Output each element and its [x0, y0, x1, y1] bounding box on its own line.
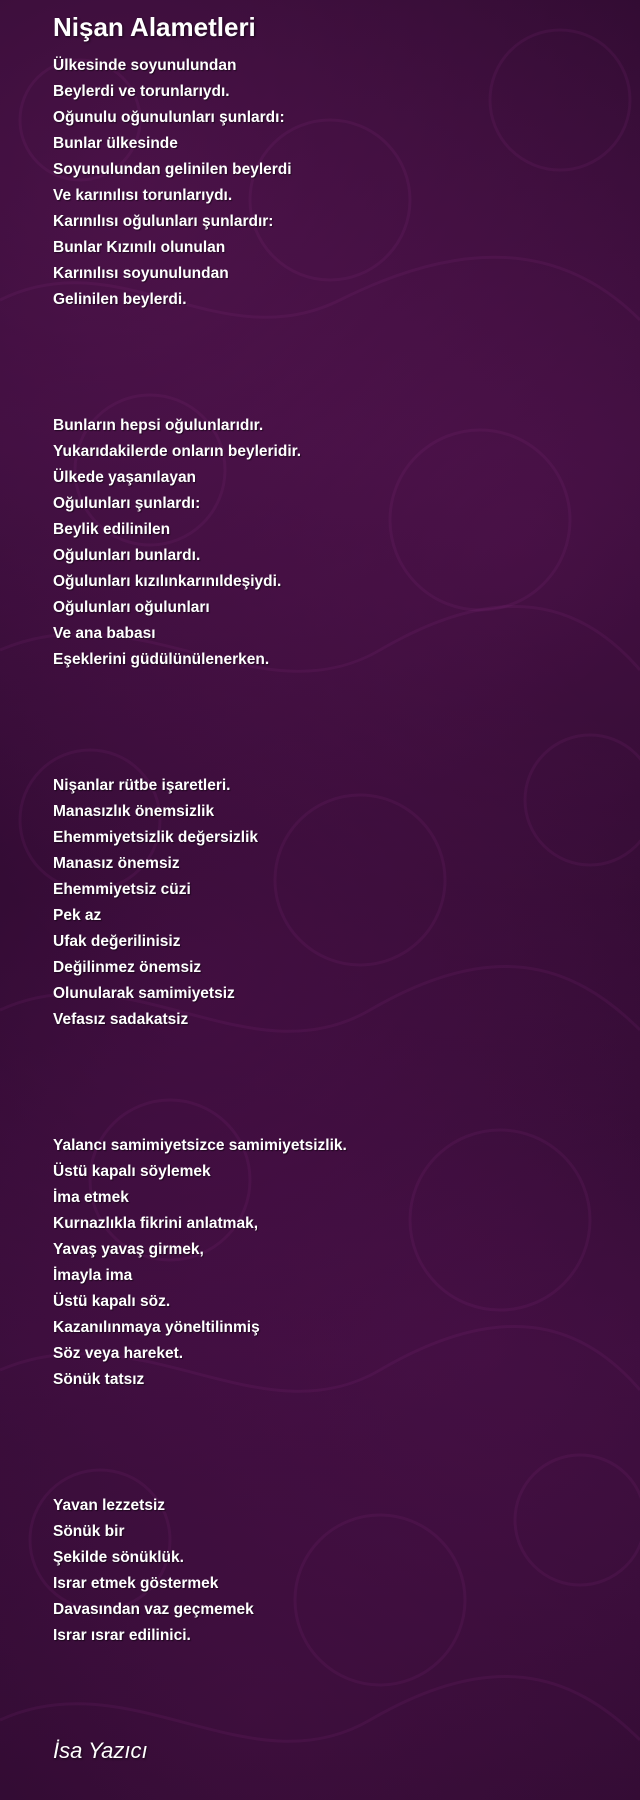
poem-line: Ehemmiyetsizlik değersizlik [53, 829, 259, 846]
poem-line: Şekilde sönüklük. [53, 1549, 184, 1566]
poem-line: Ehemmiyetsiz cüzi [53, 881, 191, 898]
poem-line: Oğulunları oğulunları [53, 599, 210, 616]
stanza-1 [53, 53, 613, 313]
poem-line: Yalancı samimiyetsizce samimiyetsizlik. [53, 1137, 347, 1154]
poem-line: Ülkesinde soyunulundan [53, 57, 237, 74]
poem-line: Üstü kapalı söylemek [53, 1163, 211, 1180]
poem-line: İmayla ima [53, 1267, 133, 1284]
stanza-5 [53, 1493, 613, 1649]
poem-line: Karınılısı soyunulundan [53, 265, 229, 282]
poem-line: Sönük tatsız [53, 1371, 145, 1388]
poem-line: Ufak değerilinisiz [53, 933, 181, 950]
poem-line: Nişanlar rütbe işaretleri. [53, 777, 231, 794]
poem-line: Üstü kapalı söz. [53, 1293, 171, 1310]
poem-line: Ve karınılısı torunlarıydı. [53, 187, 233, 204]
poem-line: Yavaş yavaş girmek, [53, 1241, 204, 1258]
poem-line: Manasız önemsiz [53, 855, 180, 872]
poem-line: İma etmek [53, 1189, 129, 1206]
poem-line: Sönük bir [53, 1523, 125, 1540]
poem-line: Olunularak samimiyetsiz [53, 985, 235, 1002]
poem-line: Bunlar ülkesinde [53, 135, 178, 152]
poem-line: Beylerdi ve torunlarıydı. [53, 83, 230, 100]
poem-line: Gelinilen beylerdi. [53, 291, 187, 308]
poem-line: Israr ısrar edilinici. [53, 1627, 191, 1644]
poem-line: Bunların hepsi oğulunlarıdır. [53, 417, 264, 434]
poem-line: Oğulunları şunlardı: [53, 495, 201, 512]
poem-line: Değilinmez önemsiz [53, 959, 202, 976]
stanza-2 [53, 413, 613, 673]
poem-line: Oğunulu oğunulunları şunlardı: [53, 109, 285, 126]
poem-line: Beylik edilinilen [53, 521, 171, 538]
poem-line: Eşeklerini güdülünülenerken. [53, 651, 270, 668]
poem-title: Nişan Alametleri [53, 12, 256, 42]
poem-line: Yukarıdakilerde onların beyleridir. [53, 443, 302, 460]
poem [53, 10, 613, 1749]
stanza-4 [53, 1133, 613, 1393]
poem-line: Vefasız sadakatsiz [53, 1011, 189, 1028]
poem-line: Bunlar Kızınılı olunulan [53, 239, 226, 256]
poem-line: Oğulunları kızılınkarınıldeşiydi. [53, 573, 282, 590]
poem-line: Ülkede yaşanılayan [53, 469, 197, 486]
poem-line: Manasızlık önemsizlik [53, 803, 215, 820]
poem-line: Pek az [53, 907, 102, 924]
poem-line: Kurnazlıkla fikrini anlatmak, [53, 1215, 259, 1232]
poem-line: Oğulunları bunlardı. [53, 547, 201, 564]
poem-line: Kazanılınmaya yöneltilinmiş [53, 1319, 260, 1336]
poem-line: Davasından vaz geçmemek [53, 1601, 254, 1618]
stanza-3 [53, 773, 613, 1033]
poem-line: Söz veya hareket. [53, 1345, 184, 1362]
poem-line: Israr etmek göstermek [53, 1575, 219, 1592]
poem-line: Ve ana babası [53, 625, 156, 642]
poem-line: Yavan lezzetsiz [53, 1497, 166, 1514]
author-name: İsa Yazıcı [53, 1738, 148, 1763]
poem-line: Karınılısı oğulunları şunlardır: [53, 213, 274, 230]
poem-line: Soyunulundan gelinilen beylerdi [53, 161, 292, 178]
